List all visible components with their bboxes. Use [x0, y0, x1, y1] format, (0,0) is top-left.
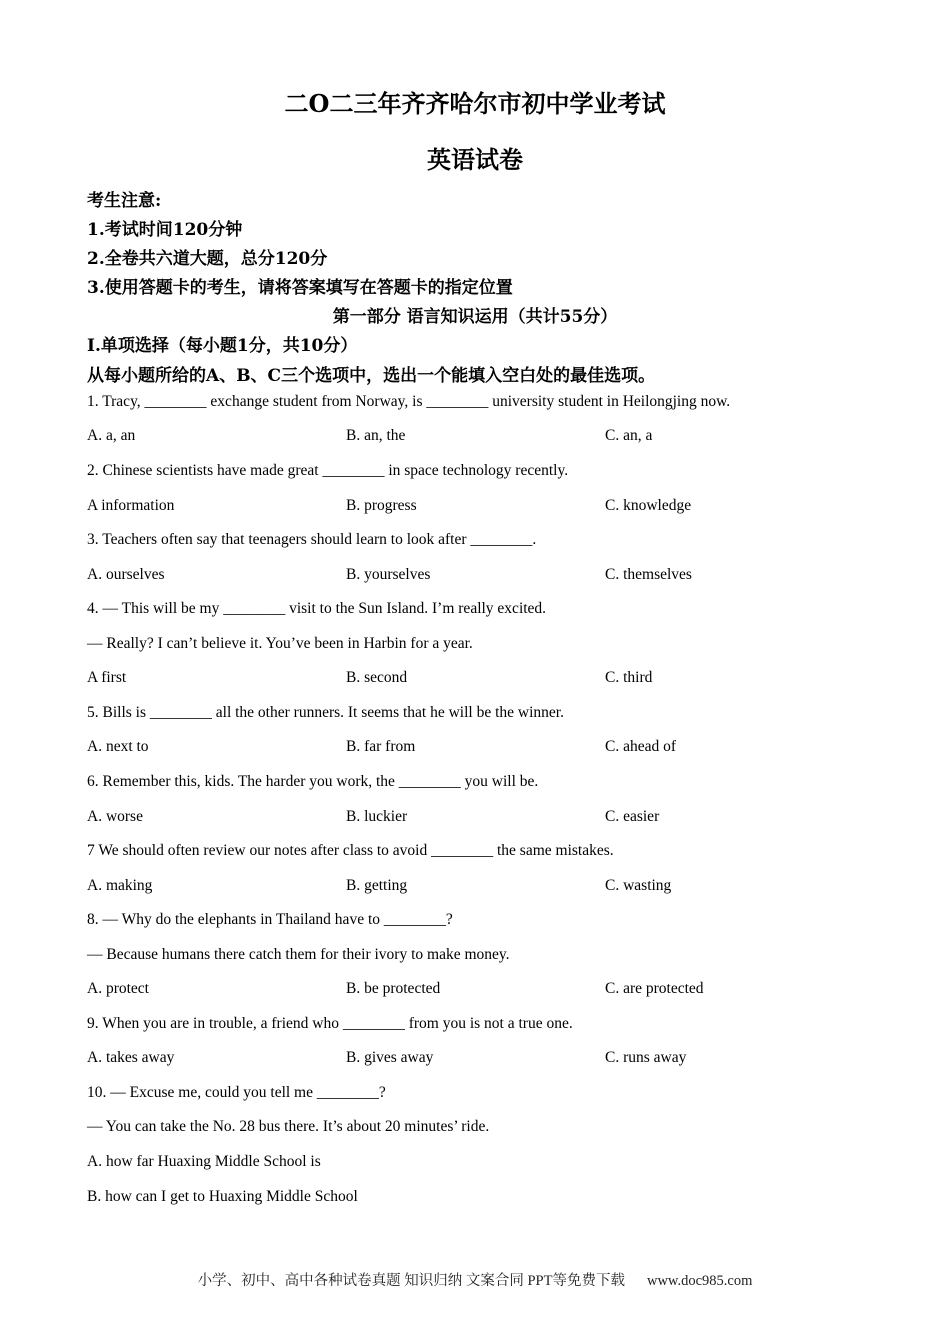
section-title: I.单项选择（每小题1分，共10分） — [87, 336, 358, 356]
question-stem-reply: — Really? I can’t believe it. You’ve been in Harbin for a year. — [87, 635, 473, 652]
option-c: C. an, a — [605, 427, 653, 444]
option-b: B. getting — [346, 877, 408, 894]
question-stem-reply: — You can take the No. 28 bus there. It’s about 20 minutes’ ride. — [87, 1118, 490, 1135]
option-c: C. easier — [605, 808, 660, 825]
option-a: A. next to — [87, 738, 149, 755]
option-a: A. a, an — [87, 427, 136, 444]
option-c: C. runs away — [605, 1049, 687, 1066]
option-a: A. worse — [87, 808, 143, 825]
question-stem: 5. Bills is ________ all the other runners. It seems that he will be the winner. — [87, 704, 564, 721]
part-heading: 第一部分 语言知识运用（共计55分） — [332, 307, 618, 327]
option-a: A. making — [87, 877, 153, 894]
option-c: C. knowledge — [605, 497, 692, 514]
footer-link[interactable]: www.doc985.com — [646, 1273, 753, 1289]
section-instruction: 从每小题所给的A、B、C三个选项中，选出一个能填入空白处的最佳选项。 — [87, 366, 656, 386]
option-c: C. ahead of — [605, 738, 677, 755]
footer-text: 小学、初中、高中各种试卷真题 知识归纳 文案合同 PPT等免费下载 — [197, 1273, 625, 1289]
question-stem: 1. Tracy, ________ exchange student from Norway, is ________ university student in Heilongjing now. — [87, 393, 731, 410]
option-b: B. how can I get to Huaxing Middle School — [87, 1188, 358, 1205]
option-a: A. takes away — [87, 1049, 175, 1066]
exam-title: 二O二三年齐齐哈尔市初中学业考试 — [284, 89, 666, 118]
option-b: B. yourselves — [346, 566, 431, 583]
option-c: C. third — [605, 669, 653, 686]
option-c: C. wasting — [605, 877, 672, 894]
question-stem: 7 We should often review our notes after class to avoid ________ the same mistakes. — [87, 842, 614, 859]
option-a: A. how far Huaxing Middle School is — [87, 1153, 321, 1170]
option-a: A. ourselves — [87, 566, 165, 583]
question-stem: 6. Remember this, kids. The harder you work, the ________ you will be. — [87, 773, 539, 790]
notice-item: 2.全卷共六道大题，总分120分 — [87, 249, 328, 269]
question-stem: 2. Chinese scientists have made great ________ in space technology recently. — [87, 462, 569, 479]
exam-subtitle: 英语试卷 — [427, 145, 523, 174]
option-a: A first — [87, 669, 127, 686]
option-c: C. are protected — [605, 980, 704, 997]
question-stem: 4. — This will be my ________ visit to the Sun Island. I’m really excited. — [87, 600, 547, 617]
question-stem: 9. When you are in trouble, a friend who ________ from you is not a true one. — [87, 1015, 573, 1032]
option-b: B. second — [346, 669, 408, 686]
question-stem: 8. — Why do the elephants in Thailand have to ________? — [87, 911, 453, 928]
page-footer — [0, 1269, 950, 1290]
notice-heading: 考生注意: — [87, 191, 162, 211]
option-b: B. gives away — [346, 1049, 434, 1066]
option-a: A information — [87, 497, 175, 514]
option-b: B. be protected — [346, 980, 441, 997]
option-a: A. protect — [87, 980, 149, 997]
question-stem-reply: — Because humans there catch them for their ivory to make money. — [87, 946, 510, 963]
option-b: B. luckier — [346, 808, 408, 825]
question-stem: 3. Teachers often say that teenagers should learn to look after ________. — [87, 531, 537, 548]
question-stem: 10. — Excuse me, could you tell me ________? — [87, 1084, 386, 1101]
option-b: B. far from — [346, 738, 416, 755]
notice-item: 1.考试时间120分钟 — [87, 220, 243, 240]
notice-item: 3.使用答题卡的考生，请将答案填写在答题卡的指定位置 — [87, 278, 513, 298]
option-c: C. themselves — [605, 566, 692, 583]
option-b: B. progress — [346, 497, 417, 514]
option-b: B. an, the — [346, 427, 406, 444]
